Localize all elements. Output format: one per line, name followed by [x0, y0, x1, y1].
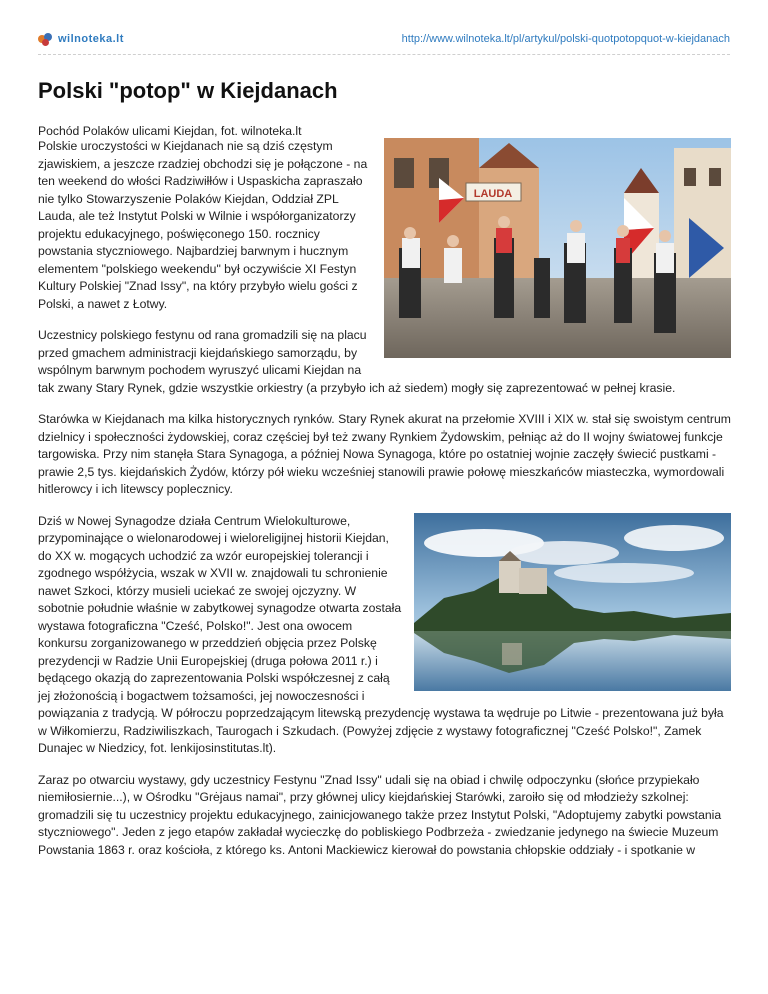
paragraph-5: Zaraz po otwarciu wystawy, gdy uczestnicy Festynu "Znad Issy" udali się na obiad i chwilę odpoczynku (słońce przypiekało niemiłosiernie...), w Ośrodku "Grėjaus namai", przy głównej ulicy kiejdańskiej Starówki, zaroiło się od młodzieży szkolnej: gromadzili się tu uczestnicy projektu edukacyjnego, zainicjowanego także przez Instytut Polski, "Adoptujemy zabytki powstania styczniowego". Jeden z jego etapów zakładał wycieczkę do pobliskiego Podbrzeża - zwiedzanie jedynego na świecie Muzeum Powstania 1863 r. oraz kościoła, z którego ks. Antoni Mackiewicz kierował do powstania chłopskie oddziały - i spotkanie w	[38, 772, 722, 857]
parade-photo	[384, 138, 731, 358]
photo-caption: Pochód Polaków ulicami Kiejdan, fot. wilnoteka.lt	[38, 124, 302, 138]
paragraph-4: Dziś w Nowej Synagodze działa Centrum Wielokulturowe, przypominające o wielonarodowej i wieloreligijnej historii Kiejdan, do XX w. mogących uchodzić za wzór europejskiej tolerancji i zgodnego współżycia, wszak w XVII w. znajdowali tu schronienie nawet Szkoci, którzy musieli uciekać ze swojej ojczyzny. W sobotnie południe właśnie w zabytkowej synagodze otwarta została wystawa fotograficzna "Cześć, Polsko!". Jest ona owocem konkursu zorganizowanego w przeddzień objęcia przez Polskę prezydencji w Radzie Unii Europejskiej (druga połowa 2011 r.) i będącego okazją do zaprezentowania Polski współczesnej z całą jej złożonością i bogactwem tożsamości, jej nowoczesności i powiązania z tradycją. W półroczu poprzedzającym litewską prezydencję wystawa ta wędruje po Litwie - prezentowana już była w Wiłkomierzu, Radziwiliszkach, Taurogach i Szkudach. (Powyżej zdjęcie z wystawy fotograficznej "Cześć Polsko!", Zamek Dunajec w Niedzicy, fot. lenkijosinstitutas.lt).	[38, 513, 724, 755]
site-brand[interactable]	[38, 32, 124, 46]
site-logo-icon	[38, 32, 52, 46]
article-title: Polski "potop" w Kiejdanach	[38, 78, 338, 103]
paragraph-2: Uczestnicy polskiego festynu od rana gromadzili się na placu przed gmachem administracji kiejdańskiego samorządu, by wspólnym barwnym pochodem wyruszyć ulicami Kiejdan na tak zwany Stary Rynek, gdzie wszystkie orkiestry (a przybyło ich aż siedem) mogły się zaprezentować w pełnej krasie.	[38, 328, 676, 395]
top-bar	[38, 30, 730, 55]
paragraph-3: Starówka w Kiejdanach ma kilka historycznych rynków. Stary Rynek akurat na przełomie XVIII i XIX w. stał się swoistym centrum dzielnicy i społeczności żydowskiej, coraz częściej był też zwany Rynkiem Żydowskim, pełniąc aż do II wojny światowej funkcje targowiska. Przy nim stanęła Stara Synagoga, a później Nowa Synagoga, które po ostatniej wojnie zaczęły świecić pustkami - prawie 2,5 tys. kiejdańskich Żydów, którzy pół wieku wcześniej stanowili prawie połowę mieszkańców miasteczka, wymordowali hitlerowcy i ich litewscy poplecznicy.	[38, 412, 731, 496]
paragraph-1: Polskie uroczystości w Kiejdanach nie są dziś częstym zjawiskiem, a jeszcze rzadziej obchodzi się je połączone - na ten weekend do włości Radziwiłłów i Uspaskicha zapraszało nie tylko Stowarzyszenie Polaków Kiejdan, Oddział ZPL Lauda, ale też Instytut Polski w Wilnie i współorganizatorzy projektu edukacyjnego, poświęconego 150. rocznicy powstania styczniowego. Najbardziej barwnym i hucznym elementem "polskiego weekendu" był oczywiście XI Festyn Kultury Polskiej "Znad Issy", na który przybyło wielu gości z Polski, a nawet z Łotwy.	[38, 139, 368, 311]
site-name[interactable]: wilnoteka.lt	[58, 33, 124, 45]
page-url-link[interactable]: http://www.wilnoteka.lt/pl/artykul/polski-quotpotopquot-w-kiejdanach	[401, 33, 730, 45]
article-body	[38, 138, 731, 873]
lauda-banner: LAUDA	[473, 188, 513, 200]
castle-photo	[414, 513, 731, 691]
